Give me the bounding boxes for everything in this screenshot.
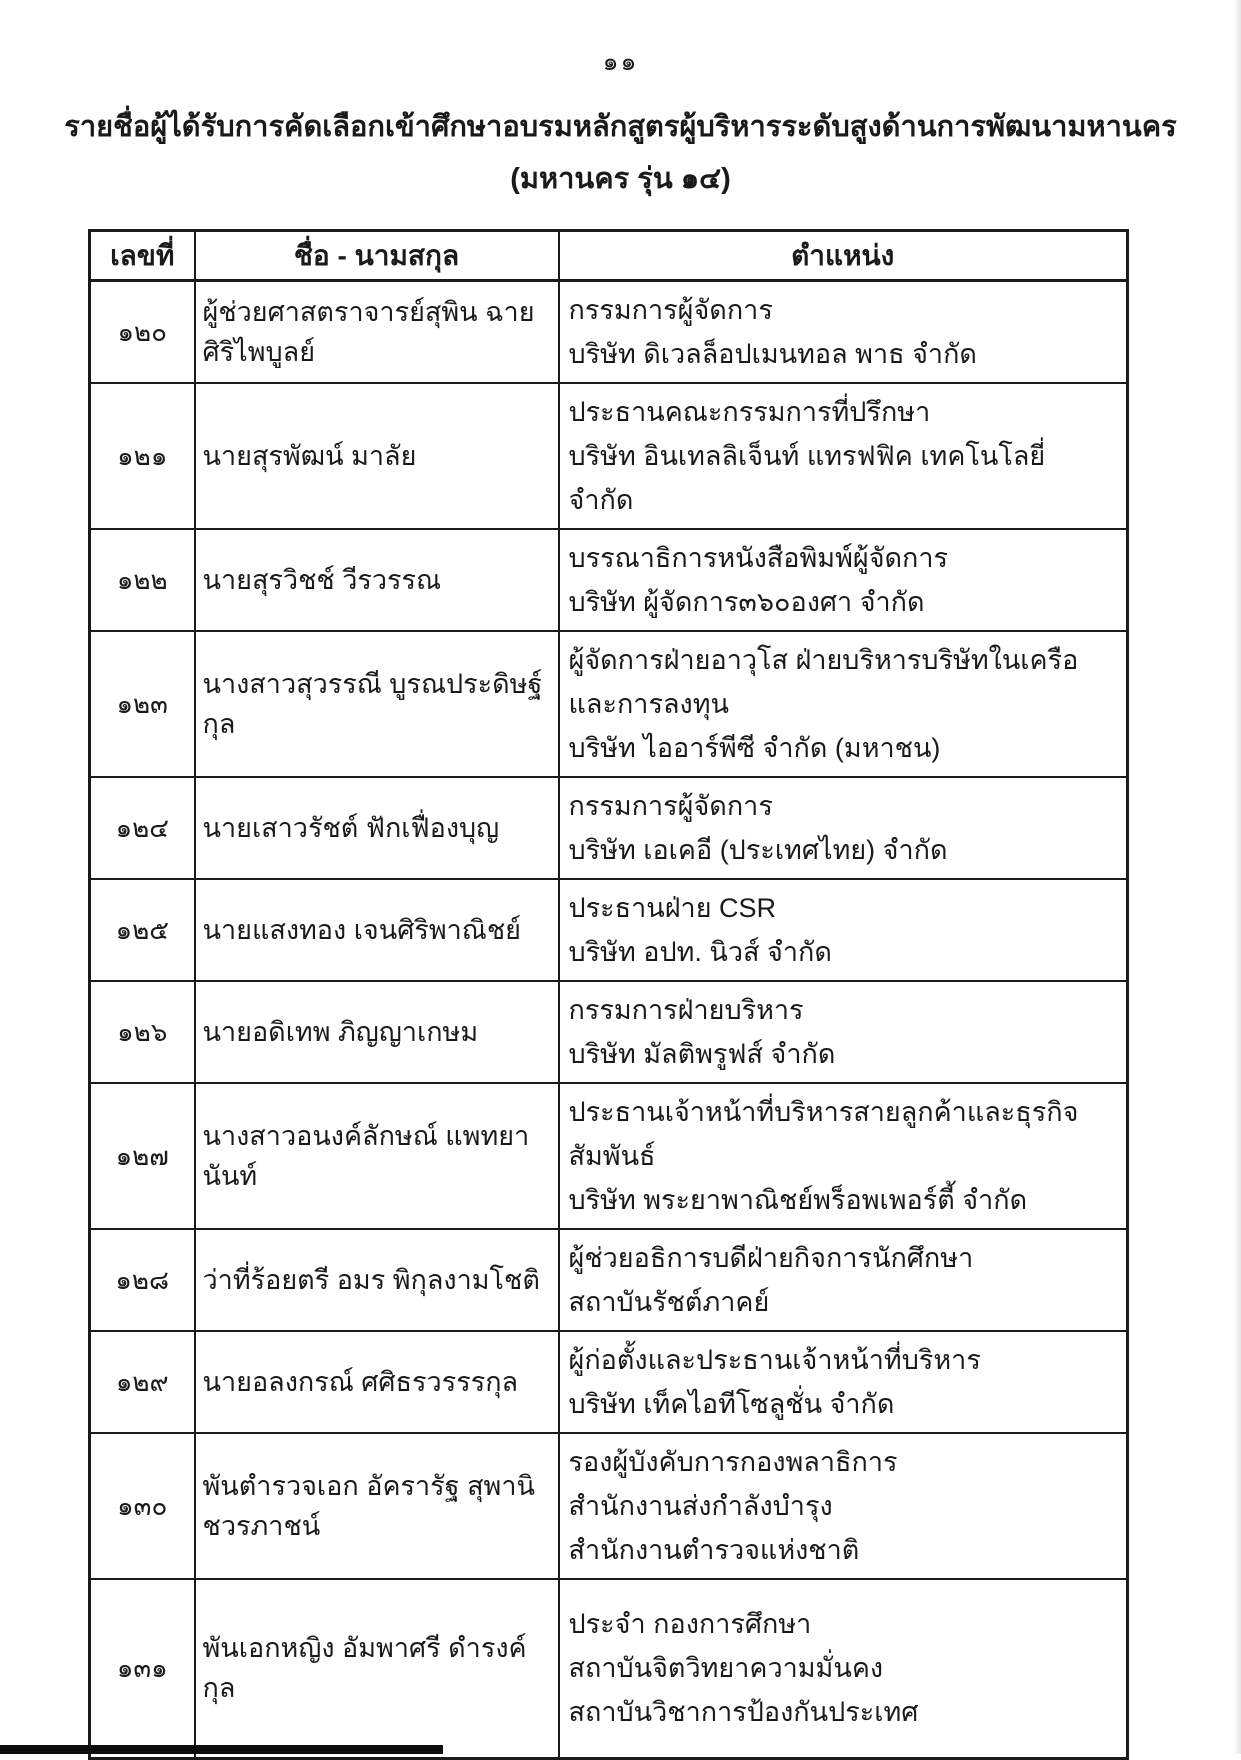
table-row (90, 529, 1128, 631)
position-line: ผู้ช่วยอธิการบดีฝ่ายกิจการนักศึกษา (568, 1243, 974, 1273)
person-name: ว่าที่ร้อยตรี อมร พิกุลงามโชติ (195, 1229, 559, 1331)
person-name: พันเอกหญิง อัมพาศรี ดำรงค์กุล (195, 1579, 559, 1758)
table-row (90, 631, 1128, 777)
table-row (90, 777, 1128, 879)
row-number: ๑๒๙ (90, 1331, 195, 1433)
person-name: นายสุรวิชช์ วีรวรรณ (195, 529, 559, 631)
position-line: บริษัท อปท. นิวส์ จำกัด (568, 937, 832, 967)
position-line: บริษัท พระยาพาณิชย์พร็อพเพอร์ตี้ จำกัด (568, 1185, 1028, 1215)
row-number: ๑๒๖ (90, 981, 195, 1083)
row-number: ๑๒๐ (90, 281, 195, 384)
position-cell (559, 981, 1128, 1083)
position-line: สถาบันวิชาการป้องกันประเทศ (568, 1697, 919, 1728)
position-cell (559, 529, 1128, 631)
position-line: ผู้จัดการฝ่ายอาวุโส ฝ่ายบริหารบริษัทในเครือ (568, 645, 1079, 675)
position-cell (559, 1229, 1128, 1331)
row-number: ๑๒๗ (90, 1083, 195, 1229)
table-header-row (90, 231, 1128, 281)
position-cell (559, 1083, 1128, 1229)
position-cell (559, 1433, 1128, 1579)
row-number: ๑๒๔ (90, 777, 195, 879)
position-line: บริษัท อินเทลลิเจ็นท์ แทรฟฟิค เทคโนโลยี่ จำกัด (568, 441, 1046, 515)
page-number: ๑๑ (602, 48, 639, 76)
position-line: ประธานคณะกรรมการที่ปรึกษา (568, 397, 931, 427)
position-line: กรรมการผู้จัดการ (568, 791, 773, 821)
position-line: สถาบันจิตวิทยาความมั่นคง (568, 1653, 884, 1684)
person-name: นายอดิเทพ ภิญญาเกษม (195, 981, 559, 1083)
roster-table (88, 229, 1129, 1760)
position-line: สถาบันรัชต์ภาคย์ (568, 1287, 770, 1317)
row-number: ๑๒๑ (90, 383, 195, 529)
person-name: พันตำรวจเอก อัครารัฐ สุพานิชวรภาชน์ (195, 1433, 559, 1579)
person-name: นายแสงทอง เจนศิริพาณิชย์ (195, 879, 559, 981)
position-line: บริษัท เอเคอี (ประเทศไทย) จำกัด (568, 835, 948, 865)
position-line: รองผู้บังคับการกองพลาธิการ (568, 1447, 898, 1477)
document-title: รายชื่อผู้ได้รับการคัดเลือกเข้าศึกษาอบรมหลักสูตรผู้บริหารระดับสูงด้านการพัฒนามหานคร (64, 111, 1177, 143)
position-line: บริษัท ไออาร์พีซี จำกัด (มหาชน) (568, 733, 941, 763)
table-row (90, 1229, 1128, 1331)
position-cell (559, 631, 1128, 777)
person-name: นางสาวสุวรรณี บูรณประดิษฐ์กุล (195, 631, 559, 777)
position-line: และการลงทุน (568, 689, 729, 719)
person-name: นายอลงกรณ์ ศศิธรวรรรกุล (195, 1331, 559, 1433)
row-number: ๑๒๒ (90, 529, 195, 631)
table-row (90, 1331, 1128, 1433)
row-number: ๑๒๓ (90, 631, 195, 777)
person-name: นายสุรพัฒน์ มาลัย (195, 383, 559, 529)
position-line: บริษัท ผู้จัดการ๓๖๐องศา จำกัด (568, 587, 925, 617)
table-row (90, 1579, 1128, 1758)
person-name: นายเสาวรัชต์ ฟักเฟื่องบุญ (195, 777, 559, 879)
row-number: ๑๒๕ (90, 879, 195, 981)
column-header-name: ชื่อ - นามสกุล (195, 231, 559, 281)
position-line: ประธานเจ้าหน้าที่บริหารสายลูกค้าและธุรกิจสัมพันธ์ (568, 1097, 1079, 1171)
table-row (90, 1083, 1128, 1229)
position-cell (559, 281, 1128, 384)
position-line: กรรมการฝ่ายบริหาร (568, 995, 804, 1025)
position-line: ผู้ก่อตั้งและประธานเจ้าหน้าที่บริหาร (568, 1345, 981, 1375)
position-cell (559, 1331, 1128, 1433)
scan-artifact-bar (0, 1745, 443, 1754)
position-line: ประธานฝ่าย CSR (568, 893, 777, 923)
table-row (90, 981, 1128, 1083)
column-header-position: ตำแหน่ง (559, 231, 1128, 281)
person-name: นางสาวอนงค์ลักษณ์ แพทยานันท์ (195, 1083, 559, 1229)
position-line: กรรมการผู้จัดการ (568, 295, 773, 325)
position-line: บรรณาธิการหนังสือพิมพ์ผู้จัดการ (568, 543, 949, 573)
position-cell (559, 1579, 1128, 1758)
row-number: ๑๓๑ (90, 1579, 195, 1758)
position-line: สำนักงานส่งกำลังบำรุง (568, 1491, 833, 1521)
position-cell (559, 383, 1128, 529)
position-line: ประจำ กองการศึกษา (568, 1609, 812, 1640)
person-name: ผู้ช่วยศาสตราจารย์สุพิน ฉายศิริไพบูลย์ (195, 281, 559, 384)
position-line: สำนักงานตำรวจแห่งชาติ (568, 1535, 860, 1565)
table-row (90, 383, 1128, 529)
position-line: บริษัท ดิเวลล็อปเมนทอล พาธ จำกัด (568, 339, 977, 369)
table-row (90, 281, 1128, 384)
row-number: ๑๒๘ (90, 1229, 195, 1331)
scan-edge-shadow (1234, 0, 1241, 1754)
position-line: บริษัท เท็คไอทีโซลูชั่น จำกัด (568, 1389, 895, 1419)
document-subtitle: (มหานคร รุ่น ๑๔) (510, 163, 731, 195)
column-header-number: เลขที่ (90, 231, 195, 281)
position-cell (559, 879, 1128, 981)
position-cell (559, 777, 1128, 879)
table-row (90, 879, 1128, 981)
row-number: ๑๓๐ (90, 1433, 195, 1579)
table-row (90, 1433, 1128, 1579)
position-line: บริษัท มัลติพรูฟส์ จำกัด (568, 1039, 836, 1069)
